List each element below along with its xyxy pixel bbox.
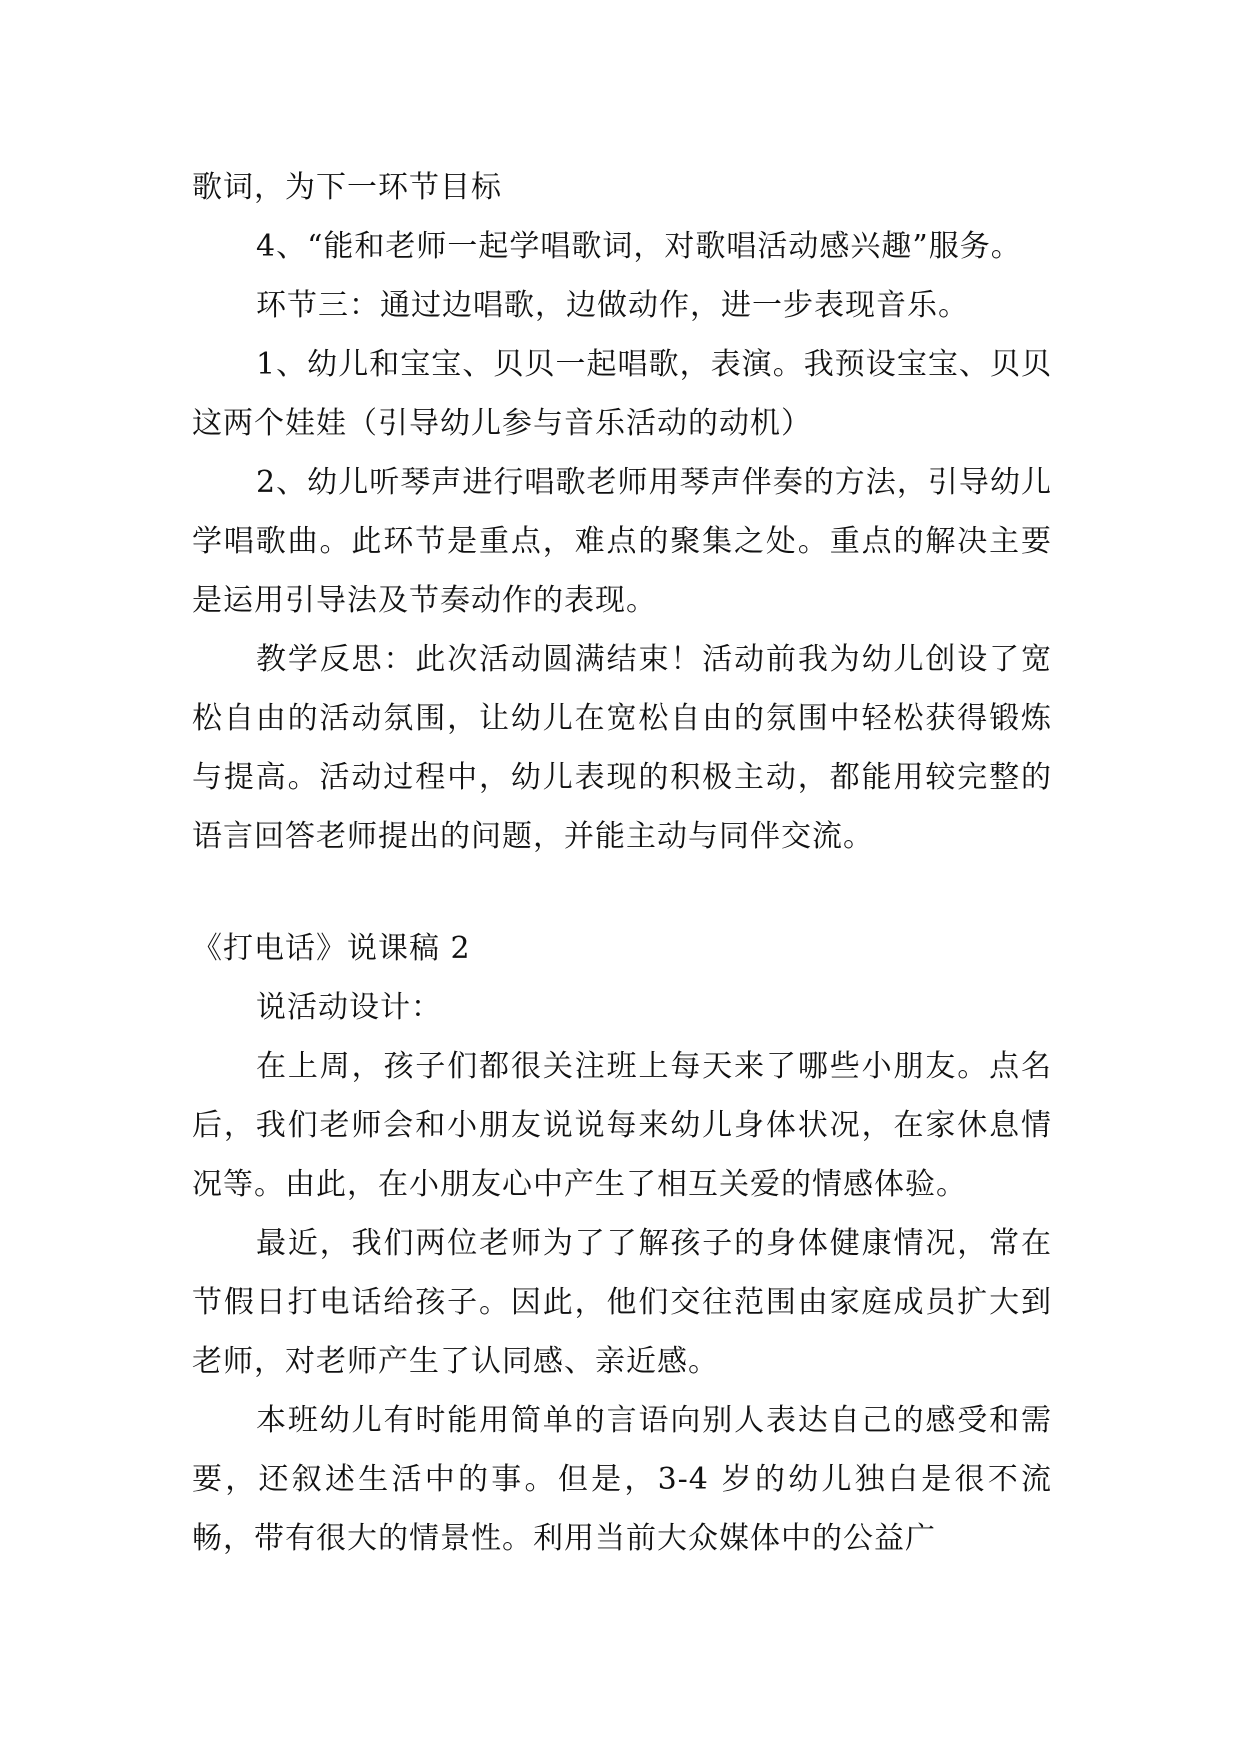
- section-title: 《打电话》说课稿 2: [192, 931, 471, 966]
- paragraph-recently: 最近，我们两位老师为了了解孩子的身体健康情况，常在节假日打电话给孩子。因此，他们交往范围由家庭成员扩大到老师，对老师产生了认同感、亲近感。: [192, 1226, 1052, 1379]
- paragraph-goal-4: 4、“能和老师一起学唱歌词，对歌唱活动感兴趣”服务。: [256, 229, 1022, 264]
- paragraph-activity-design: 说活动设计：: [256, 990, 442, 1025]
- paragraph-step-3-item-2: 2、幼儿听琴声进行唱歌老师用琴声伴奏的方法，引导幼儿学唱歌曲。此环节是重点，难点的聚集之处。重点的解决主要是运用引导法及节奏动作的表现。: [192, 465, 1052, 618]
- document-page: [192, 158, 1052, 1568]
- paragraph-continuation: 歌词，为下一环节目标: [192, 170, 502, 205]
- paragraph-class-children: 本班幼儿有时能用简单的言语向别人表达自己的感受和需要，还叙述生活中的事。但是，3-4 岁的幼儿独白是很不流畅，带有很大的情景性。利用当前大众媒体中的公益广: [192, 1403, 1052, 1556]
- paragraph-step-3-item-1: 1、幼儿和宝宝、贝贝一起唱歌，表演。我预设宝宝、贝贝这两个娃娃（引导幼儿参与音乐活动的动机）: [192, 347, 1052, 441]
- section-gap: [192, 866, 1052, 919]
- paragraph-step-3: 环节三：通过边唱歌，边做动作，进一步表现音乐。: [256, 288, 969, 323]
- paragraph-last-week: 在上周，孩子们都很关注班上每天来了哪些小朋友。点名后，我们老师会和小朋友说说每来幼儿身体状况，在家休息情况等。由此，在小朋友心中产生了相互关爱的情感体验。: [192, 1049, 1052, 1202]
- paragraph-teaching-reflection: 教学反思：此次活动圆满结束！活动前我为幼儿创设了宽松自由的活动氛围，让幼儿在宽松自由的氛围中轻松获得锻炼与提高。活动过程中，幼儿表现的积极主动，都能用较完整的语言回答老师提出的问题，并能主动与同伴交流。: [192, 642, 1052, 854]
